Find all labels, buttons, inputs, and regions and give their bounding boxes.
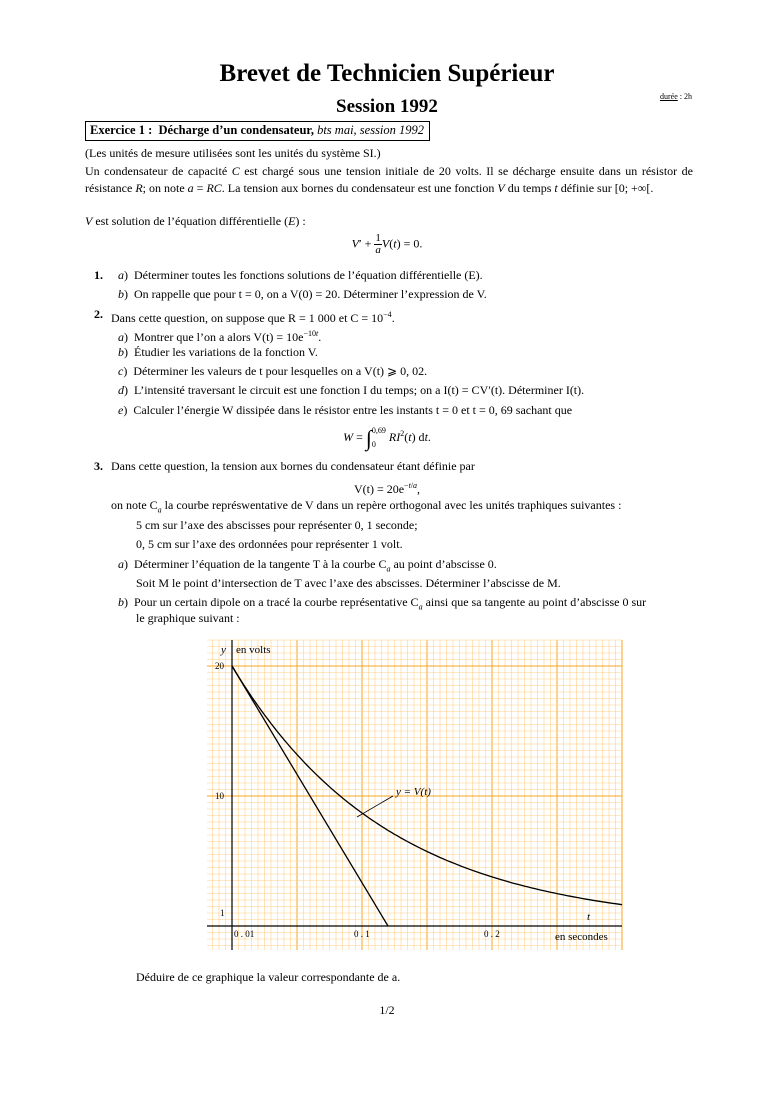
y-tick-label: 10 xyxy=(215,791,224,801)
session-title: Session 1992 xyxy=(336,96,438,117)
x-tick-label: 0 . 2 xyxy=(484,929,500,939)
exercise-label: Exercice 1 : xyxy=(90,123,153,137)
q3-b1: b) Pour un certain dipole on a tracé la courbe représentative $C_a$ ainsi que sa tangente au point d’abscisse 0 sur xyxy=(118,595,647,612)
differential-equation: V′ + $\frac{1}{a}$ V(t) = 0. xyxy=(351,232,423,256)
y-axis-symbol: y xyxy=(221,644,226,656)
exercise-source: bts mai, session 1992 xyxy=(317,123,425,137)
q3-note: on note $C_a$ la courbe représwentative de V dans un repère orthogonal avec les unités traphiques suivantes : xyxy=(111,498,622,515)
q3-a2: Soit M le point d’intersection de T avec l’axe des abscisses. Déterminer l’abscisse de M. xyxy=(136,576,561,590)
q3-a1: a) Déterminer l’équation de la tangente T à la courbe $C_a$ au point d’abscisse 0. xyxy=(118,557,497,574)
units-note: (Les unités de mesure utilisées sont les unités du système SI.) xyxy=(85,146,381,160)
page-number: 1/2 xyxy=(379,1003,395,1017)
q3-unit-x: 5 cm sur l’axe des abscisses pour représenter 0, 1 seconde; xyxy=(136,518,418,532)
chart-labels xyxy=(215,644,608,943)
page-title: Brevet de Technicien Supérieur xyxy=(219,60,555,87)
q1-b: b) On rappelle que pour t = 0, on a V(0) = 20. Déterminer l’expression de V. xyxy=(118,287,487,301)
exercise-title: Décharge d’un condensateur, xyxy=(158,123,314,137)
q1-a: a) Déterminer toutes les fonctions solutions de l’équation différentielle (E). xyxy=(118,268,483,282)
q2-a: a) Montrer que l’on a alors $V(t) = 10e^{-10t}$. xyxy=(118,329,322,344)
x-axis-symbol: t xyxy=(587,911,591,923)
q3-intro: Dans cette question, la tension aux bornes du condensateur étant définie par xyxy=(111,459,475,473)
intro-paragraph: Un condensateur de capacité C est chargé sous une tension initiale de 20 volts. Il se décharge ensuite dans un résistor de résistance R; on note a = RC. La tension aux bornes du condensateur est une fonction V du temps t définie sur [0; +∞[. xyxy=(85,164,693,195)
x-axis-label: en secondes xyxy=(555,931,608,943)
q2-d: d) L’intensité traversant le circuit est une fonction I du temps; on a I(t) = CV′(t). Déterminer I(t). xyxy=(118,383,585,397)
q2-intro: Dans cette question, on suppose que R = 1 000 et $C = 10^{-4}$. xyxy=(111,310,395,325)
equation-intro: V est solution de l’équation différentielle (E) : xyxy=(85,214,306,228)
q3-unit-y: 0, 5 cm sur l’axe des ordonnées pour représenter 1 volt. xyxy=(136,537,403,551)
q3-conclusion: Déduire de ce graphique la valeur correspondante de a. xyxy=(136,970,401,984)
q2-b: b) Étudier les variations de la fonction V. xyxy=(118,345,318,359)
q2-c: c) Déterminer les valeurs de t pour lesquelles on a V(t) ⩾ 0, 02. xyxy=(118,364,428,378)
q2-number: 2. xyxy=(94,307,103,321)
q2-e: e) Calculer l’énergie W dissipée dans le résistor entre les instants t = 0 et t = 0, 69 sachant que xyxy=(118,403,573,417)
q1-number: 1. xyxy=(94,268,103,282)
y-tick-label: 1 xyxy=(220,908,225,918)
curve-label: y = V(t) xyxy=(396,786,431,798)
duration: durée : 2h xyxy=(660,92,692,101)
y-axis-label: en volts xyxy=(236,644,271,656)
y-tick-label: 20 xyxy=(215,661,224,671)
integral-formula: W = ∫ 0,69 0 $RI^2(t)$ dt. xyxy=(343,425,431,451)
q3-b2: le graphique suivant : xyxy=(136,611,240,625)
q3-number: 3. xyxy=(94,459,103,473)
q3-formula: $V(t) = 20e^{-t/a}$, xyxy=(353,481,421,496)
x-tick-label: 0 . 01 xyxy=(234,929,255,939)
x-tick-label: 0 . 1 xyxy=(354,929,370,939)
